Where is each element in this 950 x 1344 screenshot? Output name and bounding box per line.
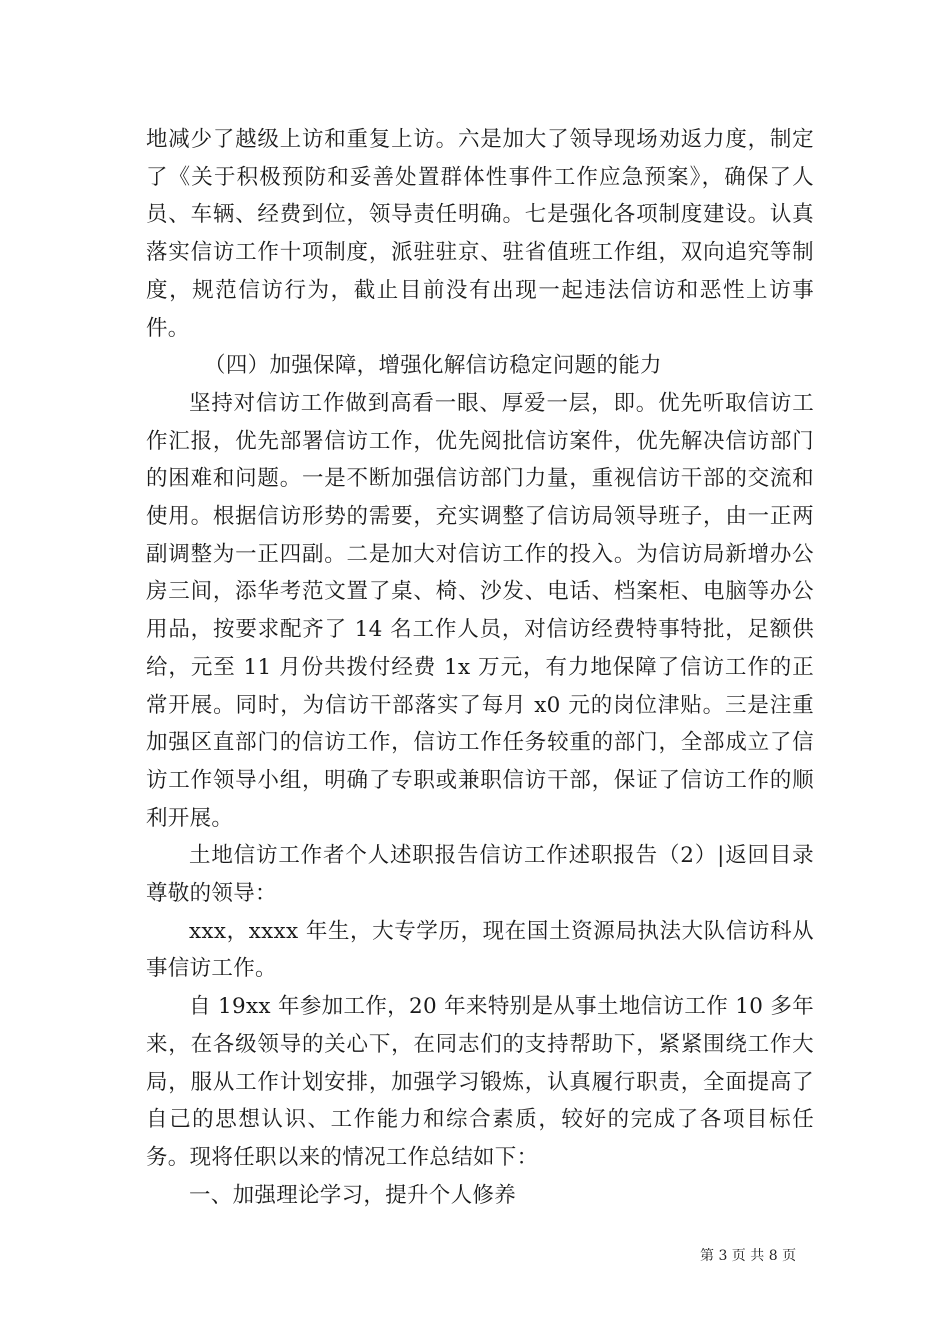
section-heading-4: （四）加强保障，增强化解信访稳定问题的能力 [204, 353, 662, 379]
paragraph-summary: 自 19xx 年参加工作，20 年来特别是从事土地信访工作 10 多年来，在各级领导的关心下，在同志们的支持帮助下，紧紧围绕工作大局，服从工作计划安排，加强学习锻炼，认真履行职责，全面提高了自己的思想认识、工作能力和综合素质，较好的完成了各项目标任务。现将任职以来的情况工作总结如下： [146, 994, 814, 1170]
document-body [146, 121, 814, 1214]
page-number-footer: 第 3 页 共 8 页 [700, 1248, 797, 1264]
paragraph-continuation: 地减少了越级上访和重复上访。六是加大了领导现场劝返力度，制定了《关于积极预防和妥善处置群体性事件工作应急预案》，确保了人员、车辆、经费到位，领导责任明确。七是强化各项制度建设。认真落实信访工作十项制度，派驻驻京、驻省值班工作组，双向追究等制度，规范信访行为，截止目前没有出现一起违法信访和恶性上访事件。 [146, 127, 814, 341]
paragraph-guarantee: 坚持对信访工作做到高看一眼、厚爱一层，即。优先听取信访工作汇报，优先部署信访工作，优先阅批信访案件，优先解决信访部门的困难和问题。一是不断加强信访部门力量，重视信访干部的交流和使用。根据信访形势的需要，充实调整了信访局领导班子，由一正两副调整为一正四副。二是加大对信访工作的投入。为信访局新增办公房三间，添华考范文置了桌、椅、沙发、电话、档案柜、电脑等办公用品，按要求配齐了 14 名工作人员，对信访经费特事特批，足额供给，元至 11 月份共拨付经费 1x 万元，有力地保障了信访工作的正常开展。同时，为信访干部落实了每月 x0 元的岗位津贴。三是注重加强区直部门的信访工作，信访工作任务较重的部门，全部成立了信访工作领导小组，明确了专职或兼职信访干部，保证了信访工作的顺利开展。 [146, 390, 814, 831]
report-title-line: 土地信访工作者个人述职报告信访工作述职报告（2）|返回目录尊敬的领导： [146, 843, 814, 907]
paragraph-intro: xxx，xxxx 年生，大专学历，现在国土资源局执法大队信访科从事信访工作。 [146, 918, 814, 982]
section-heading-1: 一、加强理论学习，提升个人修养 [189, 1182, 517, 1208]
